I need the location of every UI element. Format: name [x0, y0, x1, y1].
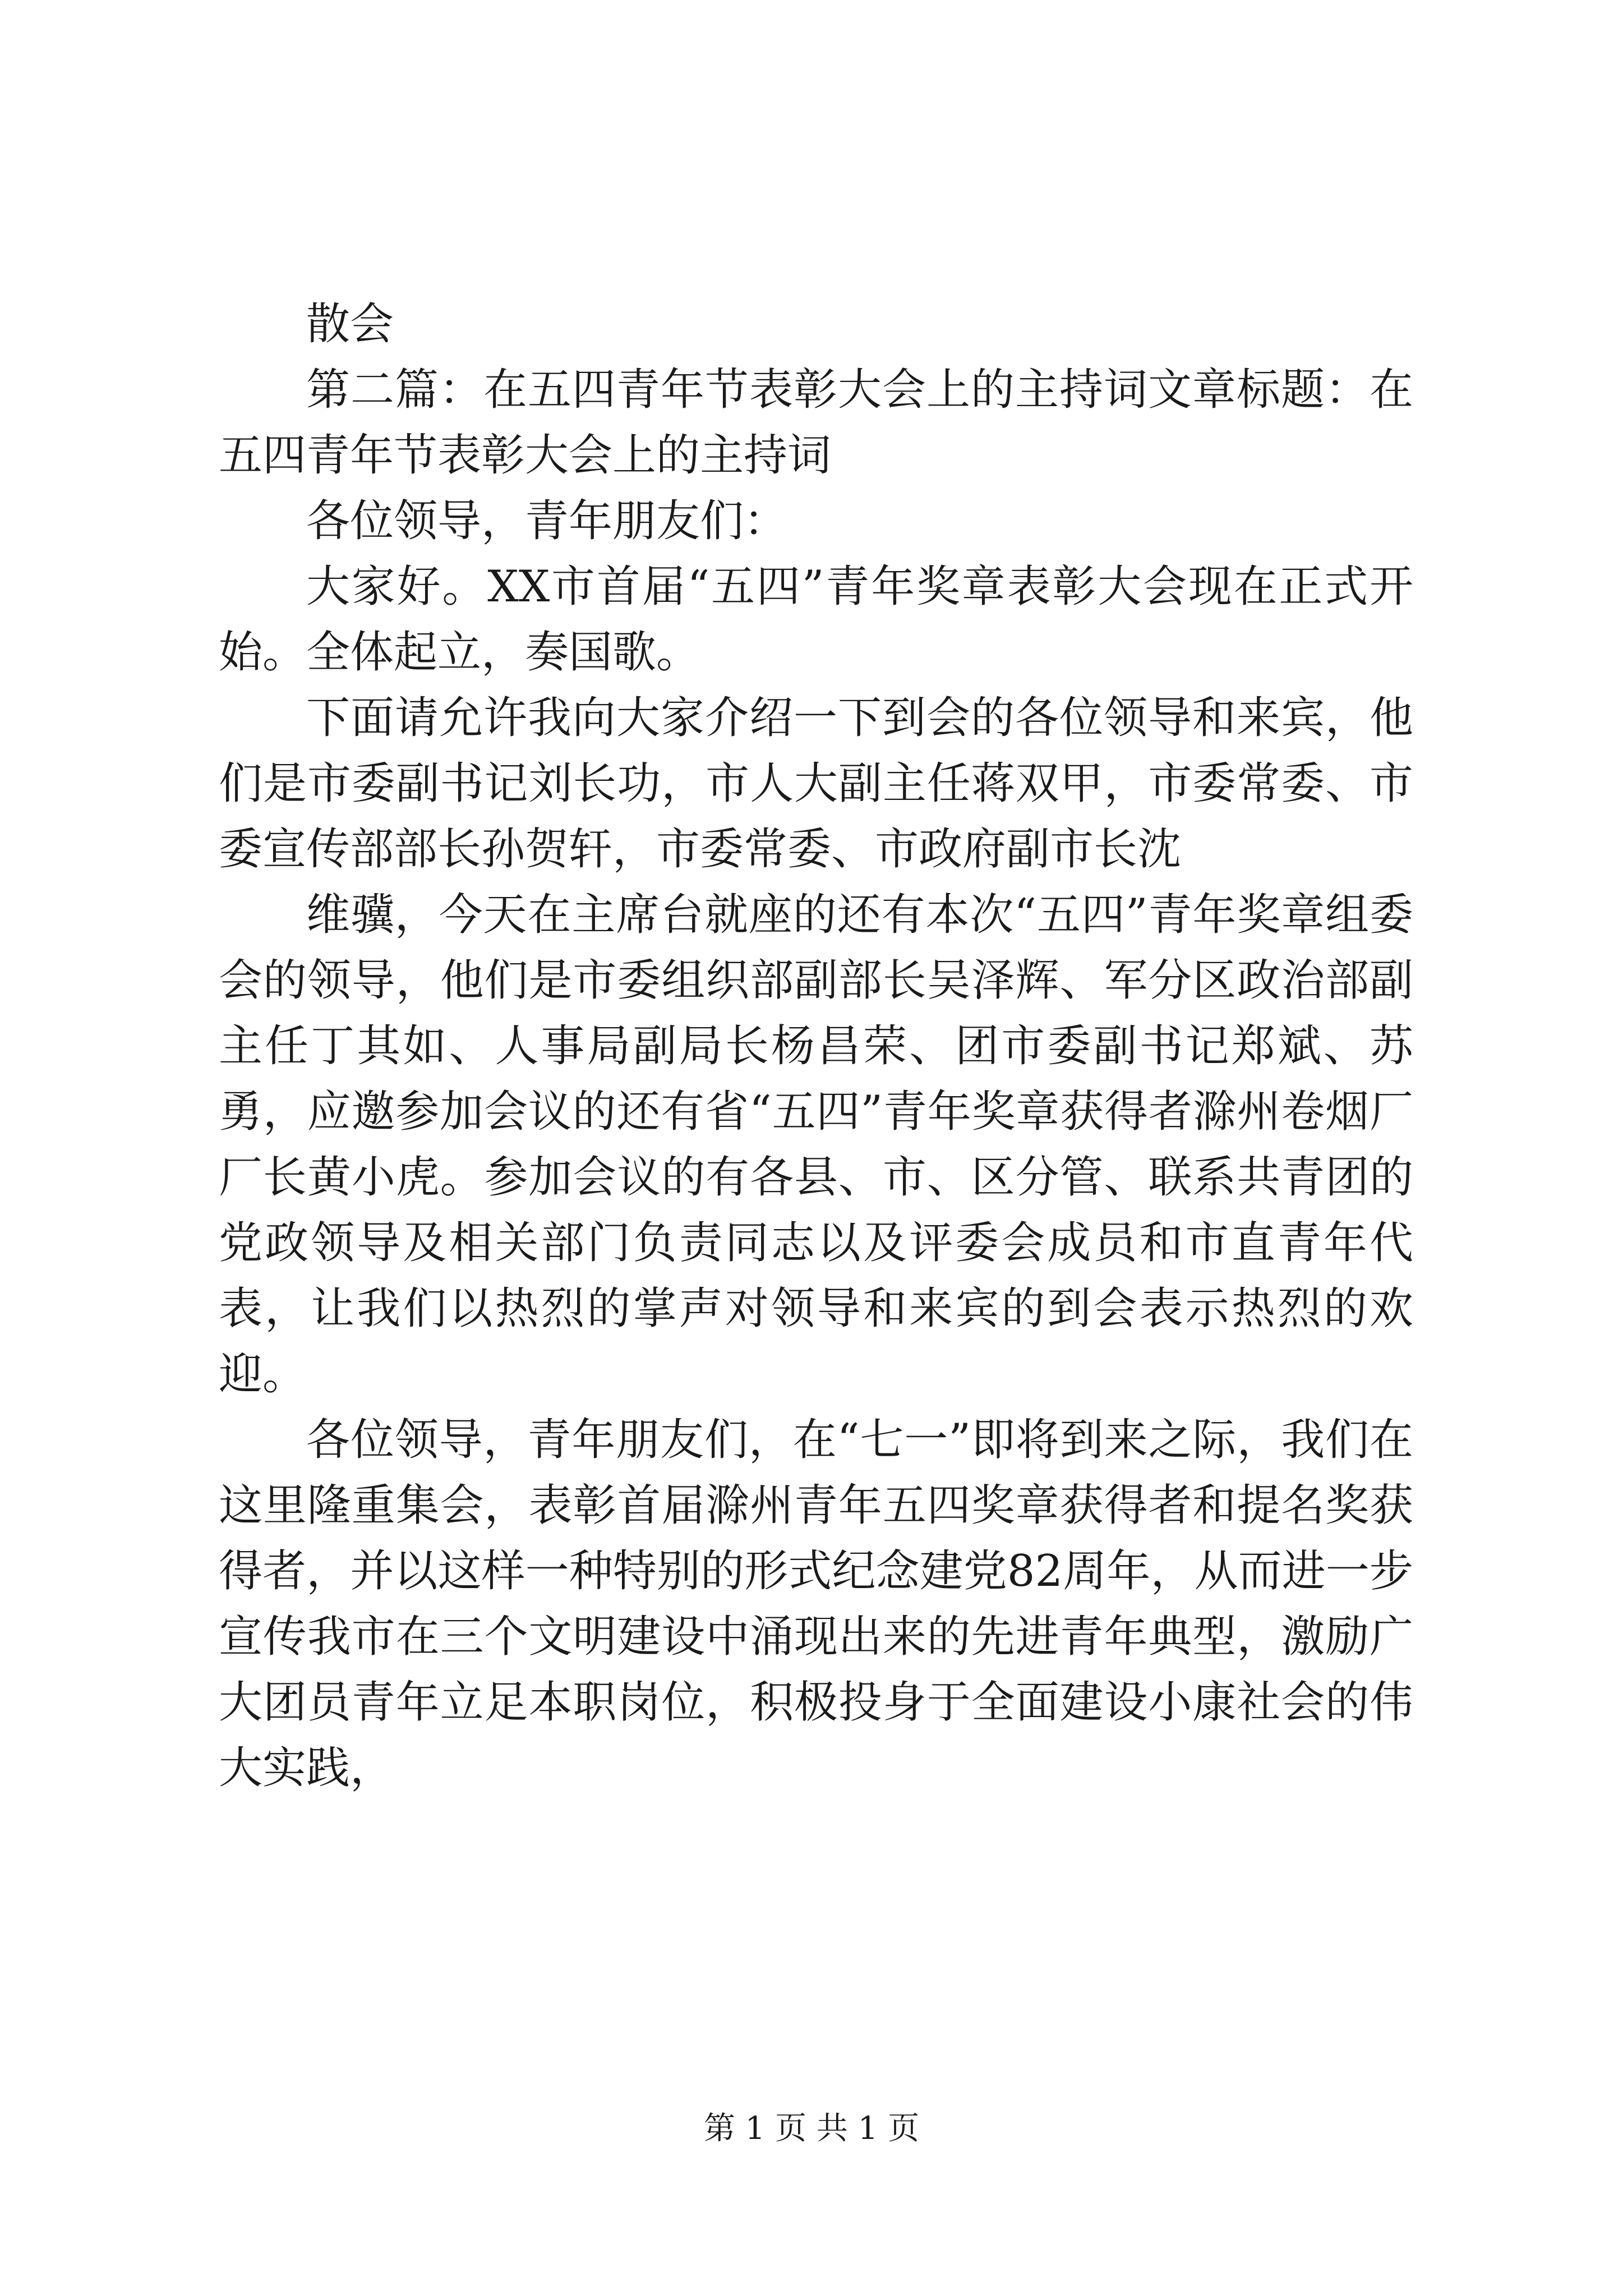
paragraph-section-title: 第二篇：在五四青年节表彰大会上的主持词文章标题：在五四青年节表彰大会上的主持词	[219, 365, 1413, 481]
page-number-footer: 第 1 页 共 1 页	[703, 2110, 920, 2147]
paragraph-guests: 维骥，今天在主席台就座的还有本次“五四”青年奖章组委会的领导，他们是市委组织部副部长吴泽辉、军分区政治部副主任丁其如、人事局副局长杨昌荣、团市委副书记郑斌、苏勇，应邀参加会议的还有省“五四”青年奖章获得者滁州卷烟厂厂长黄小虎。参加会议的有各县、市、区分管、联系共青团的党政领导及相关部门负责同志以及评委会成员和市直青年代表，让我们以热烈的掌声对领导和来宾的到会表示热烈的欢迎。	[219, 890, 1413, 1400]
paragraph-introduction: 下面请允许我向大家介绍一下到会的各位领导和来宾，他们是市委副书记刘长功，市人大副主任蒋双甲，市委常委、市委宣传部部长孙贺轩，市委常委、市政府副市长沈	[219, 693, 1413, 875]
paragraph-opening: 大家好。XX市首届“五四”青年奖章表彰大会现在正式开始。全体起立，奏国歌。	[219, 562, 1413, 678]
paragraph-adjourn: 散会	[306, 299, 394, 349]
paragraph-greeting: 各位领导，青年朋友们：	[306, 496, 788, 546]
document-body	[219, 292, 1413, 1801]
paragraph-purpose: 各位领导，青年朋友们，在“七一”即将到来之际，我们在这里隆重集会，表彰首届滁州青年五四奖章获得者和提名奖获得者，并以这样一种特别的形式纪念建党82周年，从而进一步宣传我市在三个文明建设中涌现出来的先进青年典型，激励广大团员青年立足本职岗位，积极投身于全面建设小康社会的伟大实践，	[219, 1415, 1413, 1793]
